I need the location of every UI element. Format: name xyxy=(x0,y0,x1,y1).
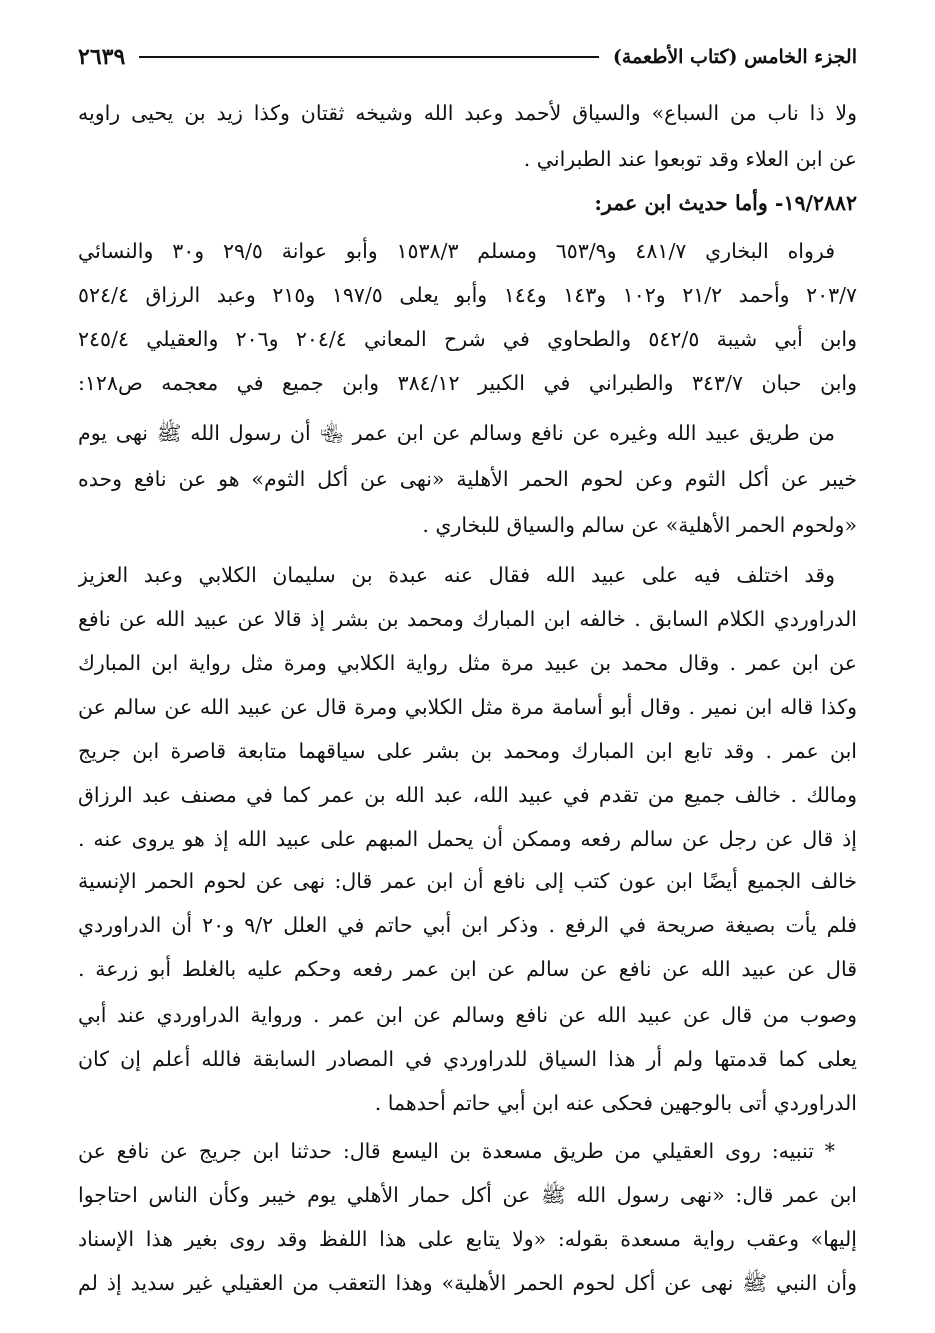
text-line: ولا ذا ناب من السباع» والسياق لأحمد وعبد الله وشيخه ثقتان وكذا زيد بن يحيى راويه xyxy=(78,101,857,125)
text-line: «ولحوم الحمر الأهلية» عن سالم والسياق للبخاري . xyxy=(422,513,857,537)
text-line: عن ابن العلاء وقد توبعوا عند الطبراني . xyxy=(523,147,857,171)
text-line: وابن حبان ٣٤٣/٧ والطبراني في الكبير ٣٨٤/١٢ وابن جميع في معجمه ص١٢٨: xyxy=(78,371,857,395)
text-line: وابن أبي شيبة ٥٤٢/٥ والطحاوي في شرح المعاني ٢٠٤/٤ و٢٠٦ والعقيلي ٢٤٥/٤ xyxy=(78,327,857,351)
note-line: ابن عمر قال: «نهى رسول الله ﷺ عن أكل حمار الأهلي يوم خيبر وكأن الناس احتاجوا xyxy=(78,1183,857,1207)
page-number: ٢٦٣٩ xyxy=(78,44,126,70)
text-line: وكذا قاله ابن نمير . وقال أبو أسامة مرة مثل الكلابي ومرة قال عن عبيد الله عن سالم عن xyxy=(78,695,857,719)
note-line: * تنبيه: روى العقيلي من طريق مسعدة بن اليسع قال: حدثنا ابن جريج عن نافع عن xyxy=(78,1139,835,1163)
text-line: عن ابن عمر . وقال محمد بن عبيد مرة مثل رواية الكلابي ومرة مثل رواية ابن المبارك xyxy=(78,651,857,675)
text-line: فلم يأت بصيغة صريحة في الرفع . وذكر ابن أبي حاتم في العلل ٩/٢ و٢٠ أن الدراوردي xyxy=(78,913,857,937)
text-line: ومالك . خالف جميع من تقدم في عبيد الله، عبد الله بن عمر كما في مصنف عبد الرزاق xyxy=(78,783,857,807)
section-heading: ١٩/٢٨٨٢- وأما حديث ابن عمر: xyxy=(594,191,857,215)
text-line: خيبر عن أكل الثوم وعن لحوم الحمر الأهلية «نهى عن أكل الثوم» هو عن نافع وحده xyxy=(78,467,857,491)
text-line: الدراوردي أتى بالوجهين فحكى عنه ابن أبي حاتم أحدهما . xyxy=(374,1091,857,1115)
text-line: قال عن عبيد الله عن نافع عن سالم عن ابن عمر رفعه وحكم عليه بالغلط أبو زرعة . xyxy=(78,957,857,981)
running-title: الجزء الخامس (كتاب الأطعمة) xyxy=(612,46,857,68)
text-line: ابن عمر . وقد تابع ابن المبارك ومحمد بن بشر على سياقهما متابعة قاصرة ابن جريج xyxy=(78,739,857,763)
note-line: إليها» وعقب رواية مسعدة بقوله: «ولا يتابع على هذا اللفظ وقد روى بغير هذا الإسناد xyxy=(78,1227,857,1251)
text-line: وقد اختلف فيه على عبيد الله فقال عنه عبدة بن سليمان الكلابي وعبد العزيز xyxy=(78,563,835,587)
text-line: يعلى كما قدمتها ولم أر هذا السياق للدراوردي في المصادر السابقة فالله أعلم إن كان xyxy=(78,1047,857,1071)
text-line: ٢٠٣/٧ وأحمد ٢١/٢ و١٠٢ و١٤٣ و١٤٤ وأبو يعلى ١٩٧/٥ و٢١٥ وعبد الرزاق ٥٢٤/٤ xyxy=(78,283,857,307)
header-rule xyxy=(139,56,599,58)
note-line: وأن النبي ﷺ نهى عن أكل لحوم الحمر الأهلية» وهذا التعقب من العقيلي غير سديد إذ لم xyxy=(78,1271,857,1295)
text-line: إذ قال عن رجل عن سالم رفعه وممكن أن يحمل المبهم على عبيد الله إذ هو يروى عنه . xyxy=(78,827,857,851)
page-header xyxy=(78,40,857,74)
text-line: وصوب من قال عن عبيد الله عن نافع وسالم عن ابن عمر . ورواية الدراوردي عند أبي xyxy=(78,1003,857,1027)
text-line: خالف الجميع أيضًا ابن عون كتب إلى نافع أن ابن عمر قال: نهى عن لحوم الحمر الإنسية xyxy=(78,869,857,893)
text-line: فرواه البخاري ٤٨١/٧ و٦٥٣/٩ ومسلم ١٥٣٨/٣ وأبو عوانة ٢٩/٥ و٣٠ والنسائي xyxy=(78,239,835,263)
text-line: الدراوردي الكلام السابق . خالفه ابن المبارك ومحمد بن بشر إذ قالا عن عبيد الله عن نافع xyxy=(78,607,857,631)
text-line: من طريق عبيد الله وغيره عن نافع وسالم عن ابن عمر ﵄ أن رسول الله ﷺ نهى يوم xyxy=(78,421,835,445)
